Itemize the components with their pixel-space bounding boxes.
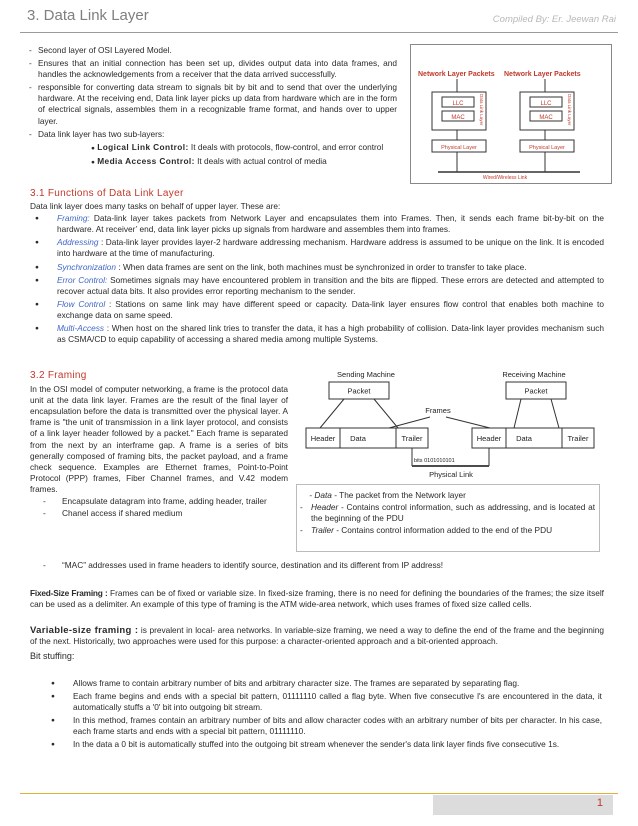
footer-divider — [20, 793, 618, 794]
functions-section — [30, 188, 604, 345]
function-text: Sometimes signals may have encountered problem in transition and the bits are flipped. These errors are detected and attempted to recover actual data bits. It also provides error reporting mechanism to the sender. — [57, 274, 604, 296]
mac-label-left: MAC — [451, 115, 465, 121]
sublayer-item: ● Logical Link Control: It deals with protocols, flow-control, and error control — [91, 141, 384, 152]
legend-term: Data — [314, 490, 332, 500]
packet-label-send: Packet — [347, 386, 371, 396]
bits-label: bits 0101010101 — [414, 458, 455, 464]
function-item — [30, 237, 604, 259]
function-item — [30, 213, 604, 235]
packet-label-recv: Packet — [524, 386, 548, 396]
function-text: Data-link layer takes packets from Network Layer and encapsulates them into Frames. Then, it sends each frame bit-by-bit on the hardware. At receiver’ end, data link layer picks up signals from hardware and assembles them into frames. — [57, 213, 604, 235]
page-number: 1 — [596, 797, 603, 809]
author-credit: Compiled By: Er. Jeewan Rai — [492, 14, 616, 25]
sublayer-item: ● Media Access Control: It deals with actual control of media — [91, 155, 327, 166]
framing-subpoint: - Encapsulate datagram into frame, adding header, trailer — [42, 496, 288, 507]
variable-size-framing — [30, 625, 604, 647]
framing-subpoint: - Chanel access if shared medium — [42, 508, 288, 519]
function-text: : When host on the shared link tries to transfer the data, it has a high probability of collision. Data-link layer provides mechanism such as CSMA/CD to equip capability of accessing a shared media among multiple Systems. — [57, 323, 604, 345]
function-text: : When data frames are sent on the link, both machines must be synchronized in order to transfer to take place. — [116, 261, 527, 272]
link-label: Wired/Wireless Link — [482, 175, 528, 181]
header-divider — [20, 32, 618, 33]
trailer-cell-recv: Trailer — [567, 434, 589, 443]
framing-paragraph: In the OSI model of computer networking, a frame is the protocol data unit at the data link layer. Frames are the result of the final layer of encapsulation before the data is transmitted over the physical layer. A frame is "the unit of transmission in a link layer protocol, and consists of a link layer header followed by a packet." Each frame is separated from the next by an interframe gap. A frame is a series of bits generally composed of framing bits, the packet payload, and a frame check sequence. Examples are Ethernet frames, Point-to-Point Protocol (PPP) frames, Fiber Channel frames, and V.42 modem frames. — [30, 384, 288, 494]
data-cell-recv: Data — [516, 434, 532, 443]
function-text: : Data-link layer provides layer-2 hardware addressing mechanism. Hardware address is assumed to be unique on the link. It is encoded into hardware at the time of manufacturing. — [57, 237, 604, 259]
frames-label: Frames — [425, 406, 451, 415]
variable-text: is prevalent in local- area networks. In variable-size framing, we need a way to define the end of the frame and the beginning of the next. Historically, two approaches were used for this purpose: a character-oriented approach and a bit-oriented approach. — [30, 625, 604, 647]
dll-side-label-right: Data Link Layer — [567, 94, 572, 126]
bit-stuffing-item: ● In this method, frames contain an arbitrary number of bits and allow character codes with an arbitrary number of bits per character. In his case, each frame starts and ends with a special bit pattern, 01111110. — [46, 715, 602, 737]
mac-label-right: MAC — [539, 115, 553, 121]
physical-link-label: Physical Link — [429, 470, 473, 479]
intro-point: - Second layer of OSI Layered Model. — [28, 45, 397, 56]
sublayer-diagram — [410, 44, 612, 184]
function-term: Addressing — [57, 237, 99, 248]
function-term: Error Control: — [57, 274, 108, 285]
header-cell-send: Header — [310, 434, 336, 443]
physical-layer-right: Physical Layer — [529, 145, 565, 151]
intro-section — [28, 45, 397, 168]
receiving-machine-label: Receiving Machine — [502, 370, 566, 379]
functions-heading: 3.1 Functions of Data Link Layer — [30, 188, 184, 199]
framing-legend: - Data - The packet from the Network layer - Header - Contains control information, such as addressing, and is located at the beginning of the PDU - Trailer - Contains control information added to the end of the PDU — [296, 484, 600, 552]
fixed-size-framing — [30, 588, 604, 610]
legend-text: - The packet from the Network layer — [331, 490, 466, 500]
function-item — [30, 299, 604, 321]
framing-section — [30, 370, 288, 519]
network-packets-label-left: Network Layer Packets — [418, 71, 495, 78]
network-packets-label-right: Network Layer Packets — [504, 71, 581, 78]
mac-address-point: - “MAC” addresses used in frame headers to identify source, destination and its different from IP address! — [42, 560, 622, 571]
bit-stuffing-item: ● Each frame begins and ends with a special bit pattern, 01111110 called a flag byte. When five consecutive l's are encountered in the data, it automatically stuffs a '0' bit into outgoing bit stream. — [46, 691, 602, 713]
bit-stuffing-list — [46, 678, 602, 751]
fixed-term: Fixed-Size Framing : — [30, 588, 108, 598]
function-item — [30, 275, 604, 297]
page-title: 3. Data Link Layer — [27, 7, 149, 24]
sublayer-term: Logical Link Control: — [97, 141, 189, 152]
sublayer-text: It deals with actual control of media — [194, 155, 327, 166]
fixed-text: Frames can be of fixed or variable size. In fixed-size framing, there is no need for defining the boundaries of the frames; the size itself can be used as a delimiter. An example of this type of framing is the ATM wide-area network, which uses frames of fixed size called cells. — [30, 588, 604, 610]
function-text: : Stations on same link may have different speed or capacity. Data-link layer ensures flow control that enables both machine to exchange data on same speed. — [57, 298, 604, 320]
sending-machine-label: Sending Machine — [337, 370, 395, 379]
page-number-box — [433, 795, 613, 815]
trailer-cell-send: Trailer — [401, 434, 423, 443]
function-item — [30, 262, 604, 273]
intro-point: - Ensures that an initial connection has been set up, divides output data into data frames, and handles the acknowledgements from a receiver that the data arrived successfully. — [28, 58, 397, 80]
functions-lead: Data link layer does many tasks on behalf of upper layer. These are: — [30, 201, 281, 212]
llc-label-left: LLC — [452, 101, 464, 107]
data-cell-send: Data — [350, 434, 366, 443]
header-cell-recv: Header — [476, 434, 502, 443]
bit-stuffing-item: ● Allows frame to contain arbitrary number of bits and arbitrary character size. The frames are separated by separating flag. — [46, 678, 602, 689]
physical-layer-left: Physical Layer — [441, 145, 477, 151]
legend-text: - Contains control information added to the end of the PDU — [333, 525, 553, 536]
function-term: Multi-Access — [57, 323, 105, 334]
bit-stuffing-heading: Bit stuffing: — [30, 651, 75, 661]
variable-term: Variable-size framing : — [30, 625, 139, 636]
function-term: Framing: — [57, 213, 90, 224]
llc-label-right: LLC — [540, 101, 552, 107]
legend-term: Header — [311, 502, 339, 513]
function-term: Synchronization — [57, 261, 117, 272]
dll-side-label-left: Data Link Layer — [479, 94, 484, 126]
bit-stuffing-item: ● In the data a 0 bit is automatically stuffed into the outgoing bit stream whenever the sender's data link layer finds five consecutive 1s. — [46, 739, 602, 750]
framing-heading: 3.2 Framing — [30, 370, 87, 381]
sublayer-term: Media Access Control: — [97, 155, 195, 166]
legend-term: Trailer — [311, 525, 334, 536]
function-item — [30, 323, 604, 345]
legend-text: - Contains control information, such as addressing, and is located at the beginning of the PDU — [311, 502, 595, 524]
sublayer-text: It deals with protocols, flow-control, and error control — [188, 141, 384, 152]
intro-point: - responsible for converting data stream to signals bit by bit and to send that over the underlying hardware. At the receiving end, Data link layer picks up data from hardware which are in the form of electrical signals, assembles them in a recognizable frame format, and hands over to upper layer. — [28, 82, 397, 126]
framing-diagram — [304, 366, 604, 484]
intro-point: - Data link layer has two sub-layers: — [28, 129, 397, 140]
function-term: Flow Control — [57, 298, 106, 309]
